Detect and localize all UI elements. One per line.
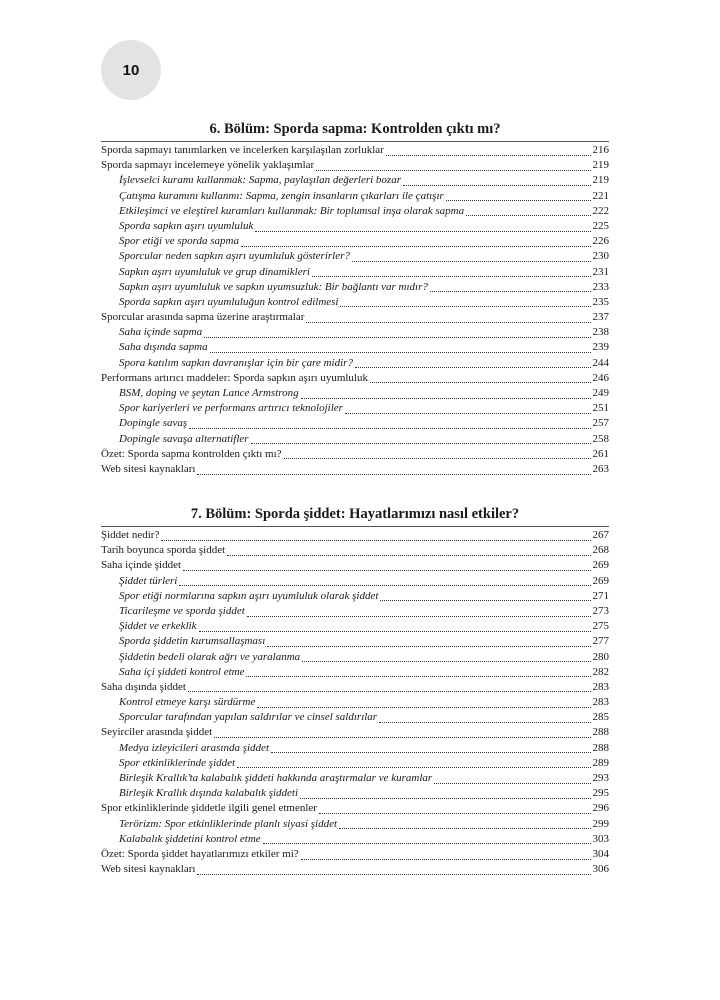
toc-entry[interactable] <box>101 801 609 816</box>
entry-page-number: 268 <box>592 544 609 557</box>
entry-page-number: 275 <box>592 620 609 633</box>
section-divider <box>101 141 609 142</box>
entry-title: Şiddet ve erkeklik <box>119 620 197 633</box>
entry-page-number: 304 <box>592 847 609 860</box>
toc-subentry[interactable] <box>101 756 609 771</box>
page-number-badge <box>101 40 161 100</box>
toc-entries <box>101 143 609 477</box>
toc-subentry[interactable] <box>101 817 609 832</box>
entry-page-number: 283 <box>592 680 609 693</box>
dot-leader <box>271 741 591 753</box>
entry-title: Sporda sapmayı tanımlarken ve incelerken karşılaşılan zorluklar <box>101 144 384 156</box>
entry-page-number: 239 <box>592 341 609 354</box>
entry-page-number: 216 <box>592 144 609 156</box>
toc-subentry[interactable] <box>101 589 609 604</box>
entry-title: Etkileşimci ve eleştirel kuramları kullanmak: Bir toplumsal inşa olarak sapma <box>119 204 465 217</box>
entry-title: Özet: Sporda sapma kontrolden çıktı mı? <box>101 447 282 460</box>
dot-leader <box>312 265 591 277</box>
dot-leader <box>380 589 590 601</box>
page-number: 10 <box>122 61 140 79</box>
entry-page-number: 296 <box>592 802 609 815</box>
toc-subentry[interactable] <box>101 356 609 371</box>
entry-title: Birleşik Krallık dışında kalabalık şiddeti <box>119 787 299 800</box>
entry-page-number: 293 <box>592 772 609 784</box>
entry-page-number: 257 <box>592 417 609 430</box>
toc-entry[interactable] <box>101 158 609 173</box>
entry-page-number: 233 <box>592 280 609 293</box>
entry-title: Dopingle savaşa alternatifler <box>119 432 249 445</box>
entry-page-number: 285 <box>592 711 609 724</box>
entry-page-number: 306 <box>592 863 609 876</box>
toc-subentry[interactable] <box>101 295 609 310</box>
entry-title: Tarih boyunca sporda şiddet <box>101 544 226 557</box>
toc-subentry[interactable] <box>101 265 609 280</box>
entry-title: Sporcular tarafından yapılan saldırılar ve cinsel saldırılar <box>119 711 378 724</box>
toc-subentry[interactable] <box>101 634 609 649</box>
dot-leader <box>301 387 591 399</box>
section-divider <box>101 526 609 527</box>
entry-title: Şiddetin bedeli olarak ağrı ve yaralanma <box>119 650 301 663</box>
dot-leader <box>345 402 591 414</box>
toc-subentry[interactable] <box>101 695 609 710</box>
entry-title: Spor etiği ve sporda sapma <box>119 235 239 248</box>
dot-leader <box>189 417 590 429</box>
toc-subentry[interactable] <box>101 786 609 801</box>
toc-subentry[interactable] <box>101 741 609 756</box>
toc-subentry[interactable] <box>101 432 609 447</box>
entry-page-number: 237 <box>592 311 609 324</box>
toc-entry[interactable] <box>101 528 609 543</box>
entry-title: Özet: Sporda şiddet hayatlarımızı etkiler mi? <box>101 847 299 860</box>
dot-leader <box>430 280 591 292</box>
toc-entry[interactable] <box>101 371 609 386</box>
toc-section-7 <box>101 502 609 877</box>
entry-title: Birleşik Krallık’ta kalabalık şiddeti hakkında araştırmalar ve kuramlar <box>119 772 433 784</box>
entry-title: Saha içinde şiddet <box>101 559 182 572</box>
toc-subentry[interactable] <box>101 832 609 847</box>
dot-leader <box>339 817 590 829</box>
entry-title: Sapkın aşırı uyumluluk ve sapkın uyumsuzluk: Bir bağlantı var mıdır? <box>119 280 428 293</box>
entry-page-number: 269 <box>592 574 609 587</box>
entry-page-number: 283 <box>592 696 609 709</box>
entry-title: Saha içinde sapma <box>119 326 203 339</box>
entry-page-number: 251 <box>592 402 609 415</box>
dot-leader <box>183 559 590 571</box>
entry-page-number: 258 <box>592 432 609 445</box>
entry-title: Spora katılım sapkın davranışlar için bir çare midir? <box>119 356 353 369</box>
entry-page-number: 299 <box>592 817 609 830</box>
entry-page-number: 289 <box>592 756 609 769</box>
entry-title: Sporda sapkın aşırı uyumluluğun kontrol edilmesi <box>119 295 339 308</box>
entry-title: Şiddet türleri <box>119 574 178 587</box>
toc-subentry[interactable] <box>101 219 609 234</box>
dot-leader <box>210 341 591 353</box>
dot-leader <box>237 756 590 768</box>
entry-page-number: 288 <box>592 741 609 754</box>
entry-title: Spor kariyerleri ve performans artırıcı teknolojiler <box>119 402 343 415</box>
entry-page-number: 303 <box>592 832 609 845</box>
dot-leader <box>255 220 590 232</box>
entry-title: Sporda sapmayı incelemeye yönelik yaklaşımlar <box>101 159 315 172</box>
entry-title: Performans artırıcı maddeler: Sporda sapkın aşırı uyumluluk <box>101 371 368 384</box>
toc-subentry[interactable] <box>101 249 609 264</box>
toc-subentry[interactable] <box>101 710 609 725</box>
dot-leader <box>379 711 590 723</box>
dot-leader <box>197 863 590 875</box>
entry-page-number: 288 <box>592 726 609 739</box>
dot-leader <box>370 371 591 383</box>
entry-title: İşlevselci kuramı kullanmak: Sapma, paylaşılan değerleri bozar <box>119 174 401 187</box>
dot-leader <box>466 204 590 216</box>
entry-page-number: 295 <box>592 787 609 800</box>
dot-leader <box>403 174 591 186</box>
entry-title: Web sitesi kaynakları <box>101 462 196 475</box>
dot-leader <box>246 665 590 677</box>
toc-entry[interactable] <box>101 462 609 477</box>
entry-title: Kontrol etmeye karşı sürdürme <box>119 696 256 709</box>
entry-page-number: 230 <box>592 250 609 263</box>
dot-leader <box>355 356 591 368</box>
entry-title: Medya izleyicileri arasında şiddet <box>119 741 269 754</box>
entry-title: Çatışma kuramını kullanmı: Sapma, zengin insanların çıkarları ile çatışır <box>119 189 444 202</box>
entry-page-number: 267 <box>592 529 609 541</box>
toc-subentry[interactable] <box>101 204 609 219</box>
entry-page-number: 244 <box>592 356 609 369</box>
toc-entry[interactable] <box>101 725 609 740</box>
entry-title: Sporda şiddetin kurumsallaşması <box>119 635 266 648</box>
dot-leader <box>434 772 590 784</box>
entry-page-number: 280 <box>592 650 609 663</box>
entry-title: Saha dışında şiddet <box>101 680 186 693</box>
dot-leader <box>352 250 591 262</box>
entry-title: Saha içi şiddeti kontrol etme <box>119 665 245 678</box>
toc-entry[interactable] <box>101 680 609 695</box>
entry-page-number: 271 <box>592 589 609 602</box>
toc-entry[interactable] <box>101 310 609 325</box>
entry-page-number: 221 <box>592 189 609 202</box>
entry-title: Saha dışında sapma <box>119 341 208 354</box>
dot-leader <box>301 848 591 860</box>
entry-title: Sporda sapkın aşırı uyumluluk <box>119 219 254 232</box>
section-title: 7. Bölüm: Sporda şiddet: Hayatlarımızı nasıl etkiler? <box>190 506 520 522</box>
entry-page-number: 249 <box>592 387 609 399</box>
dot-leader <box>204 326 590 338</box>
dot-leader <box>251 432 591 444</box>
toc-entry[interactable] <box>101 143 609 158</box>
toc-subentry[interactable] <box>101 340 609 355</box>
dot-leader <box>188 680 591 692</box>
toc-section-6 <box>101 117 609 477</box>
entry-title: Şiddet nedir? <box>101 529 160 541</box>
dot-leader <box>316 159 590 171</box>
toc-entry[interactable] <box>101 862 609 877</box>
entry-title: Spor etiği normlarına sapkın aşırı uyumluluk olarak şiddet <box>119 589 379 602</box>
toc-subentry[interactable] <box>101 604 609 619</box>
dot-leader <box>306 311 590 323</box>
toc-subentry[interactable] <box>101 619 609 634</box>
entry-page-number: 277 <box>592 635 609 648</box>
entry-page-number: 235 <box>592 295 609 308</box>
entry-page-number: 226 <box>592 235 609 248</box>
entry-title: Ticarileşme ve sporda şiddet <box>119 604 245 617</box>
toc-entries <box>101 528 609 877</box>
dot-leader <box>284 447 591 459</box>
dot-leader <box>247 605 591 617</box>
toc-entry[interactable] <box>101 543 609 558</box>
dot-leader <box>446 189 591 201</box>
dot-leader <box>263 832 591 844</box>
toc-entry[interactable] <box>101 558 609 573</box>
toc-subentry[interactable] <box>101 280 609 295</box>
dot-leader <box>161 529 590 541</box>
entry-page-number: 222 <box>592 204 609 217</box>
entry-page-number: 238 <box>592 326 609 339</box>
entry-title: Web sitesi kaynakları <box>101 863 196 876</box>
toc-subentry[interactable] <box>101 650 609 665</box>
dot-leader <box>214 726 590 738</box>
entry-page-number: 273 <box>592 604 609 617</box>
entry-page-number: 269 <box>592 559 609 572</box>
entry-page-number: 225 <box>592 219 609 232</box>
dot-leader <box>199 620 591 632</box>
toc-subentry[interactable] <box>101 416 609 431</box>
dot-leader <box>319 802 591 814</box>
entry-title: Dopingle savaş <box>119 417 188 430</box>
entry-page-number: 246 <box>592 371 609 384</box>
toc-entry[interactable] <box>101 447 609 462</box>
toc-subentry[interactable] <box>101 665 609 680</box>
entry-title: BSM, doping ve şeytan Lance Armstrong <box>119 387 299 399</box>
toc-subentry[interactable] <box>101 401 609 416</box>
toc-subentry[interactable] <box>101 574 609 589</box>
dot-leader <box>340 295 590 307</box>
entry-page-number: 231 <box>592 265 609 278</box>
dot-leader <box>267 635 590 647</box>
entry-title: Sporcular neden sapkın aşırı uyumluluk gösterirler? <box>119 250 350 263</box>
dot-leader <box>179 574 590 586</box>
entry-page-number: 219 <box>592 159 609 172</box>
toc-subentry[interactable] <box>101 325 609 340</box>
toc-subentry[interactable] <box>101 771 609 786</box>
entry-title: Sporcular arasında sapma üzerine araştırmalar <box>101 311 305 324</box>
entry-title: Seyirciler arasında şiddet <box>101 726 213 739</box>
toc-subentry[interactable] <box>101 173 609 188</box>
section-title: 6. Bölüm: Sporda sapma: Kontrolden çıktı mı? <box>209 121 501 137</box>
dot-leader <box>302 650 590 662</box>
entry-title: Terörizm: Spor etkinliklerinde planlı siyasi şiddet <box>119 817 338 830</box>
entry-title: Spor etkinliklerinde şiddetle ilgili genel etmenler <box>101 802 317 815</box>
toc-subentry[interactable] <box>101 234 609 249</box>
entry-title: Kalabalık şiddetini kontrol etme <box>119 832 261 845</box>
toc-subentry[interactable] <box>101 386 609 401</box>
dot-leader <box>227 544 590 556</box>
dot-leader <box>300 787 590 799</box>
toc-subentry[interactable] <box>101 189 609 204</box>
entry-title: Spor etkinliklerinde şiddet <box>119 756 236 769</box>
dot-leader <box>257 696 590 708</box>
toc-entry[interactable] <box>101 847 609 862</box>
dot-leader <box>197 463 590 475</box>
dot-leader <box>241 235 591 247</box>
entry-page-number: 261 <box>592 447 609 460</box>
entry-page-number: 282 <box>592 665 609 678</box>
entry-page-number: 219 <box>592 174 609 187</box>
dot-leader <box>386 144 591 156</box>
entry-title: Sapkın aşırı uyumluluk ve grup dinamikleri <box>119 265 310 278</box>
entry-page-number: 263 <box>592 462 609 475</box>
